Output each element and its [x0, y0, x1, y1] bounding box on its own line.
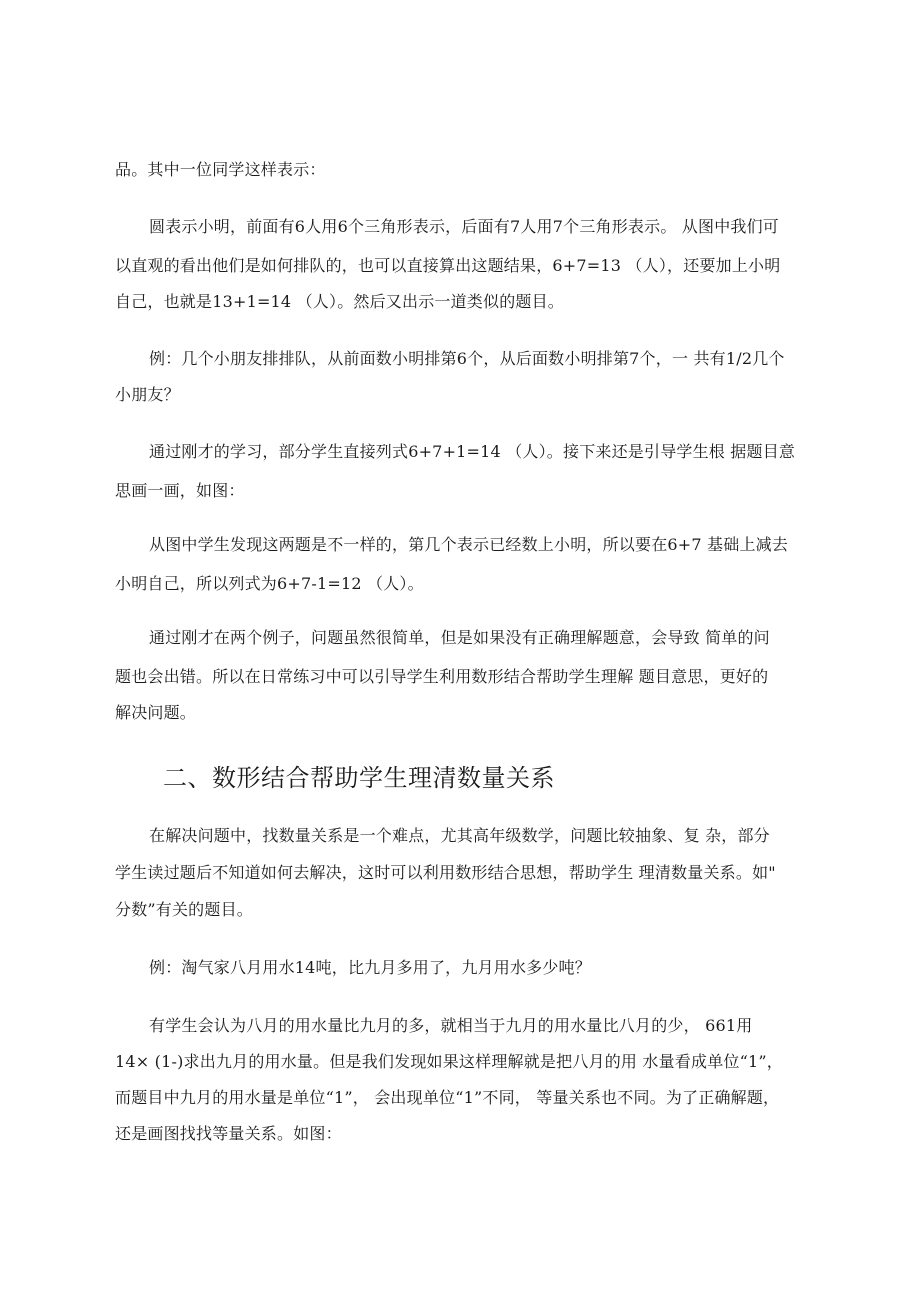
text-line: 圆表示小明，前面有6人用6个三角形表示，后面有7人用7个三角形表示。 从图中我们可 [149, 217, 780, 236]
text-line: 思画一画，如图： [115, 481, 245, 500]
text-line: 通过刚才的学习，部分学生直接列式6+7+1=14 （人）。接下来还是引导学生根 据题目意 [149, 442, 796, 461]
text-line: 例：几个小朋友排排队，从前面数小明排第6个，从后面数小明排第7个，一 共有1/2几个 [149, 349, 785, 368]
text-line: 以直观的看出他们是如何排队的，也可以直接算出这题结果，6+7=13 （人），还要加上小明 [115, 256, 781, 275]
text-line: 有学生会认为八月的用水量比九月的多，就相当于九月的用水量比八月的少， 661用 [149, 1016, 753, 1035]
text-line: 在解决问题中，找数量关系是一个难点，尤其高年级数学，问题比较抽象、复 杂，部分 [149, 826, 770, 845]
text-line: 小明自己，所以列式为6+7-1=12 （人）。 [115, 574, 424, 593]
text-line: 题也会出错。所以在日常练习中可以引导学生利用数形结合帮助学生理解 题目意思，更好的 [115, 667, 769, 686]
text-line: 解决问题。 [115, 703, 197, 722]
text-line: 例：淘气家八月用水14吨，比九月多用了，九月用水多少吨？ [149, 958, 591, 977]
text-line: 学生读过题后不知道如何去解决，这时可以利用数形结合思想，帮助学生 理清数量关系。如" [115, 863, 776, 882]
text-line: 而题目中九月的用水量是单位“1”， 会出现单位“1”不同， 等量关系也不同。为了正确解题， [115, 1088, 780, 1107]
text-line: 品。其中一位同学这样表示： [115, 160, 326, 179]
text-line: 从图中学生发现这两题是不一样的，第几个表示已经数上小明，所以要在6+7 基础上减去 [149, 535, 789, 554]
section-heading: 二、数形结合帮助学生理清数量关系 [163, 764, 555, 792]
text-line: 14× (1-)求出九月的用水量。但是我们发现如果这样理解就是把八月的用 水量看成单位“1”， [115, 1052, 783, 1071]
text-line: 还是画图找找等量关系。如图： [115, 1124, 342, 1143]
text-line: 分数”有关的题目。 [115, 900, 253, 919]
text-line: 小朋友？ [115, 385, 180, 404]
text-line: 通过刚才在两个例子，问题虽然很简单，但是如果没有正确理解题意，会导致 简单的问 [149, 628, 770, 647]
text-line: 自己，也就是13+1=14 （人）。然后又出示一道类似的题目。 [115, 292, 564, 311]
